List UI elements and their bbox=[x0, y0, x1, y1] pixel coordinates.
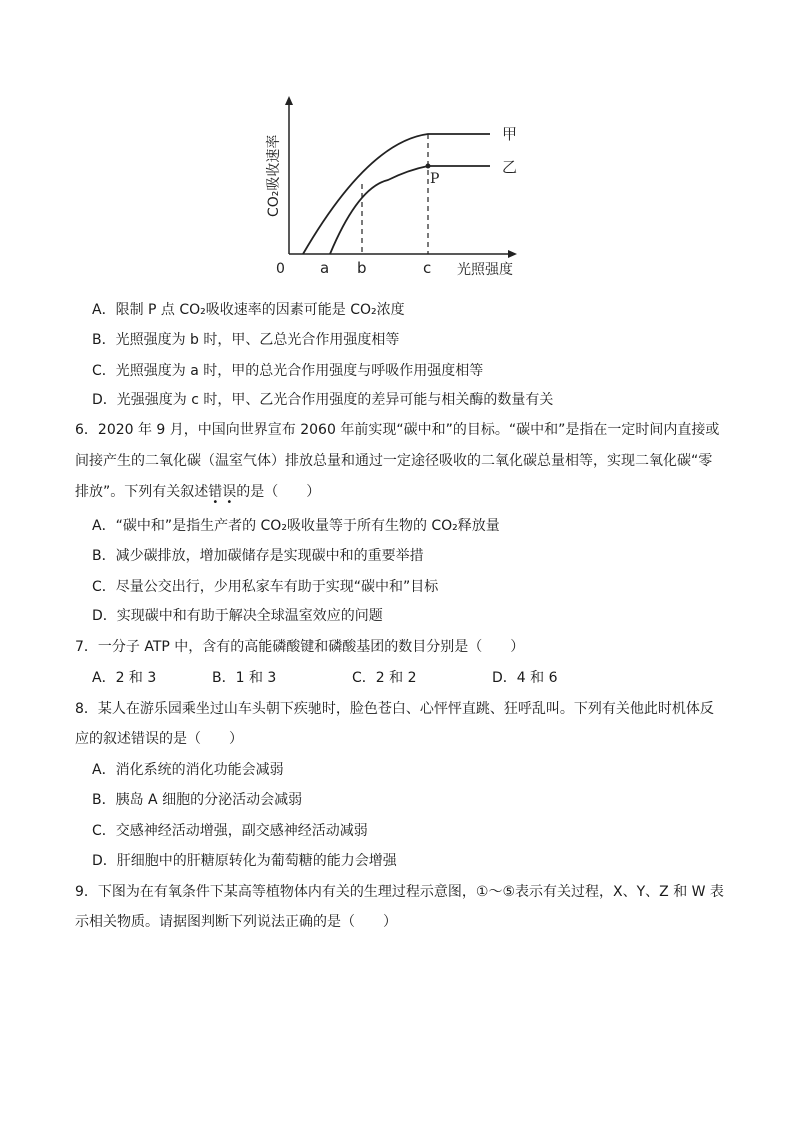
q6-option-b: B．减少碳排放，增加碳储存是实现碳中和的重要举措 bbox=[92, 548, 424, 564]
q6-stem-line3 bbox=[0, 482, 800, 508]
q9-stem-line2: 示相关物质。请据图判断下列说法正确的是（ ） bbox=[75, 914, 397, 930]
q7-stem: 7．一分子 ATP 中，含有的高能磷酸键和磷酸基团的数目分别是（ ） bbox=[75, 639, 525, 655]
origin-label: 0 bbox=[276, 261, 285, 277]
q5-option-a: A．限制 P 点 CO₂吸收速率的因素可能是 CO₂浓度 bbox=[92, 302, 405, 318]
q6-option-c: C．尽量公交出行，少用私家车有助于实现“碳中和”目标 bbox=[92, 579, 439, 595]
q6-stem-line3-pre: 排放”。下列有关叙述 bbox=[75, 484, 209, 500]
point-p-dot bbox=[426, 164, 431, 169]
curve-yi-label: 乙 bbox=[502, 158, 518, 176]
x-axis-label: 光照强度 bbox=[457, 262, 513, 278]
q6-stem-line2: 间接产生的二氧化碳（温室气体）排放总量和通过一定途径吸收的二氧化碳总量相等，实现二氧化碳“零 bbox=[75, 453, 713, 469]
q6-stem-line3-post: 的是（ ） bbox=[236, 484, 321, 500]
q5-option-c: C．光照强度为 a 时，甲的总光合作用强度与呼吸作用强度相等 bbox=[92, 363, 484, 379]
q8-option-c: C．交感神经活动增强，副交感神经活动减弱 bbox=[92, 823, 368, 839]
q6-option-a: A．“碳中和”是指生产者的 CO₂吸收量等于所有生物的 CO₂释放量 bbox=[92, 518, 500, 534]
q9-stem-line1: 9．下图为在有氧条件下某高等植物体内有关的生理过程示意图，①～⑤表示有关过程，X、Y、Z 和 W 表 bbox=[75, 884, 724, 900]
tick-c-label: c bbox=[423, 259, 432, 277]
q8-option-b: B．胰岛 A 细胞的分泌活动会减弱 bbox=[92, 792, 303, 808]
q8-option-d: D．肝细胞中的肝糖原转化为葡萄糖的能力会增强 bbox=[92, 853, 397, 869]
q7-option-a: A．2 和 3 bbox=[92, 670, 157, 686]
q8-stem-line2: 应的叙述错误的是（ ） bbox=[75, 731, 243, 747]
x-axis-arrow bbox=[508, 250, 517, 258]
q7-option-c: C．2 和 2 bbox=[352, 670, 417, 686]
q6-stem-line1: 6．2020 年 9 月，中国向世界宣布 2060 年前实现“碳中和”的目标。“碳中和”是指在一定时间内直接或 bbox=[75, 422, 720, 438]
point-p-label: P bbox=[430, 171, 440, 187]
q7-option-d: D．4 和 6 bbox=[492, 670, 558, 686]
tick-a-label: a bbox=[320, 259, 330, 277]
q8-option-a: A．消化系统的消化功能会减弱 bbox=[92, 762, 284, 778]
q6-emph-char-2: 误 • bbox=[222, 484, 237, 508]
curve-jia-label: 甲 bbox=[502, 125, 518, 143]
q5-option-d: D．光强强度为 c 时，甲、乙光合作用强度的差异可能与相关酶的数量有关 bbox=[92, 392, 554, 408]
q6-emph-char-1: 错 • bbox=[208, 484, 223, 508]
y-axis-label: CO₂吸收速率 bbox=[266, 134, 282, 217]
co2-absorption-graph bbox=[258, 92, 528, 282]
y-axis-arrow bbox=[285, 96, 293, 105]
curve-yi bbox=[330, 166, 490, 254]
q7-option-b: B．1 和 3 bbox=[212, 670, 277, 686]
q6-option-d: D．实现碳中和有助于解决全球温室效应的问题 bbox=[92, 608, 383, 624]
q8-stem-line1: 8．某人在游乐园乘坐过山车头朝下疾驰时，脸色苍白、心怦怦直跳、狂呼乱叫。下列有关他此时机体反 bbox=[75, 701, 714, 717]
curve-jia bbox=[303, 134, 490, 254]
q5-option-b: B．光照强度为 b 时，甲、乙总光合作用强度相等 bbox=[92, 332, 400, 348]
tick-b-label: b bbox=[357, 259, 367, 277]
